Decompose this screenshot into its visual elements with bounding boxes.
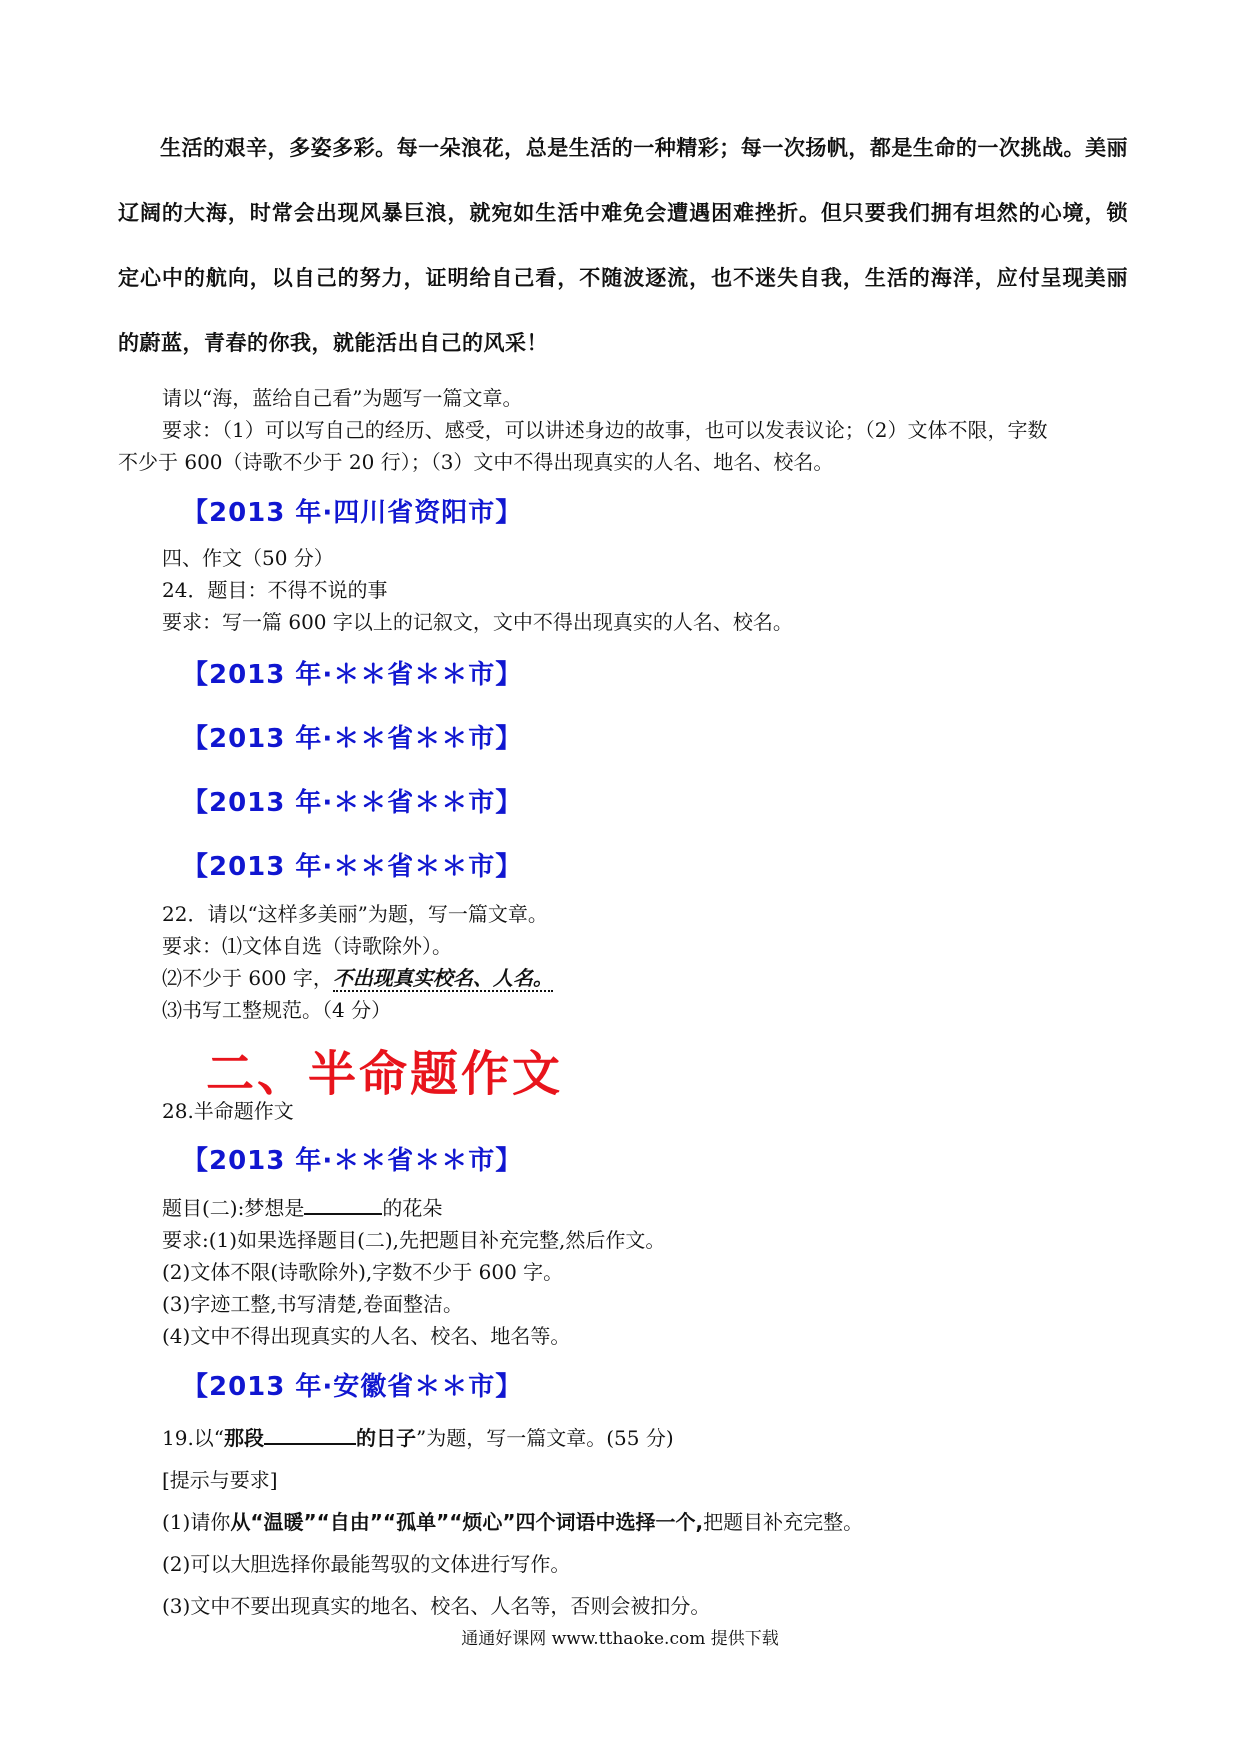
intro-prompt: 请以“海，蓝给自己看”为题写一篇文章。	[162, 386, 523, 410]
question-22-req-2-text: ⑵不少于 600 字，	[162, 966, 333, 990]
topic-blank	[304, 1195, 382, 1215]
question-19-req-2: (2)可以大胆选择你最能驾驭的文体进行写作。	[162, 1552, 571, 1576]
topic-req-4: (4)文中不得出现真实的人名、校名、地名等。	[162, 1324, 571, 1348]
part-heading: 四、作文（50 分）	[162, 546, 334, 570]
question-24-requirement: 要求：写一篇 600 字以上的记叙文，文中不得出现真实的人名、校名。	[162, 610, 793, 634]
intro-paragraph: 生活的艰辛，多姿多彩。每一朵浪花，总是生活的一种精彩；每一次扬帆，都是生命的一次挑战。美丽辽阔的大海，时常会出现风暴巨浪，就宛如生活中难免会遭遇困难挫折。但只要我们拥有坦然的心境，锁定心中的航向，以自己的努力，证明给自己看，不随波逐流，也不迷失自我，生活的海洋，应付呈现美丽的蔚蓝，青春的你我，就能活出自己的风采！	[118, 136, 1128, 355]
page-footer: 通通好课网 www.tthaoke.com 提供下载	[461, 1629, 779, 1649]
hint-heading: [提示与要求]	[162, 1468, 278, 1492]
section-header-placeholder: 【2013 年·＊＊省＊＊市】	[182, 724, 523, 754]
question-28: 28.半命题作文	[162, 1099, 294, 1123]
question-22-req-2	[162, 962, 553, 991]
topic-suffix: 的花朵	[382, 1196, 443, 1220]
topic-req-2: (2)文体不限(诗歌除外),字数不少于 600 字。	[162, 1260, 564, 1284]
question-19-blank	[264, 1425, 356, 1445]
section-header-placeholder: 【2013 年·＊＊省＊＊市】	[182, 852, 523, 882]
question-19-prefix: 19.以“	[162, 1426, 225, 1450]
section-header-anhui: 【2013 年·安徽省＊＊市】	[182, 1372, 523, 1402]
topic-req-1: 要求:(1)如果选择题目(二),先把题目补充完整,然后作文。	[162, 1228, 666, 1252]
question-22: 22．请以“这样多美丽”为题，写一篇文章。	[162, 902, 548, 926]
question-22-req-1: 要求：⑴文体自选（诗歌除外）。	[162, 934, 452, 958]
question-19-bold-2: 的日子	[356, 1426, 417, 1450]
question-22-req-3: ⑶书写工整规范。（4 分）	[162, 998, 392, 1022]
topic-req-3: (3)字迹工整,书写清楚,卷面整洁。	[162, 1292, 464, 1316]
intro-requirement-2: 不少于 600（诗歌不少于 20 行）；（3）文中不得出现真实的人名、地名、校名。	[118, 450, 834, 474]
topic-line	[162, 1192, 442, 1221]
section-header-ziyang: 【2013 年·四川省资阳市】	[182, 498, 523, 528]
req-1-bold: 从“温暖”“自由”“孤单”“烦心”四个词语中选择一个,	[230, 1510, 704, 1534]
topic-prefix: 题目(二):梦想是	[162, 1196, 305, 1220]
question-19-bold-1: 那段	[224, 1426, 265, 1450]
req-1-suffix: 把题目补充完整。	[703, 1510, 864, 1534]
question-22-emphasis: 不出现真实校名、人名。	[332, 966, 553, 990]
section-title-semi-proposition: 二、半命题作文	[206, 1046, 564, 1102]
question-24: 24．题目：不得不说的事	[162, 578, 388, 602]
req-1-prefix: (1)请你	[162, 1510, 231, 1534]
section-header-placeholder: 【2013 年·＊＊省＊＊市】	[182, 788, 523, 818]
question-19-req-1	[162, 1506, 863, 1535]
question-19	[162, 1422, 674, 1451]
question-19-req-3: (3)文中不要出现真实的地名、校名、人名等，否则会被扣分。	[162, 1594, 711, 1618]
question-19-suffix: ”为题，写一篇文章。(55 分)	[416, 1426, 674, 1450]
intro-requirement-1: 要求：（1）可以写自己的经历、感受，可以讲述身边的故事，也可以发表议论；（2）文体不限，字数	[162, 418, 1048, 442]
section-header-placeholder: 【2013 年·＊＊省＊＊市】	[182, 1146, 523, 1176]
section-header-placeholder: 【2013 年·＊＊省＊＊市】	[182, 660, 523, 690]
